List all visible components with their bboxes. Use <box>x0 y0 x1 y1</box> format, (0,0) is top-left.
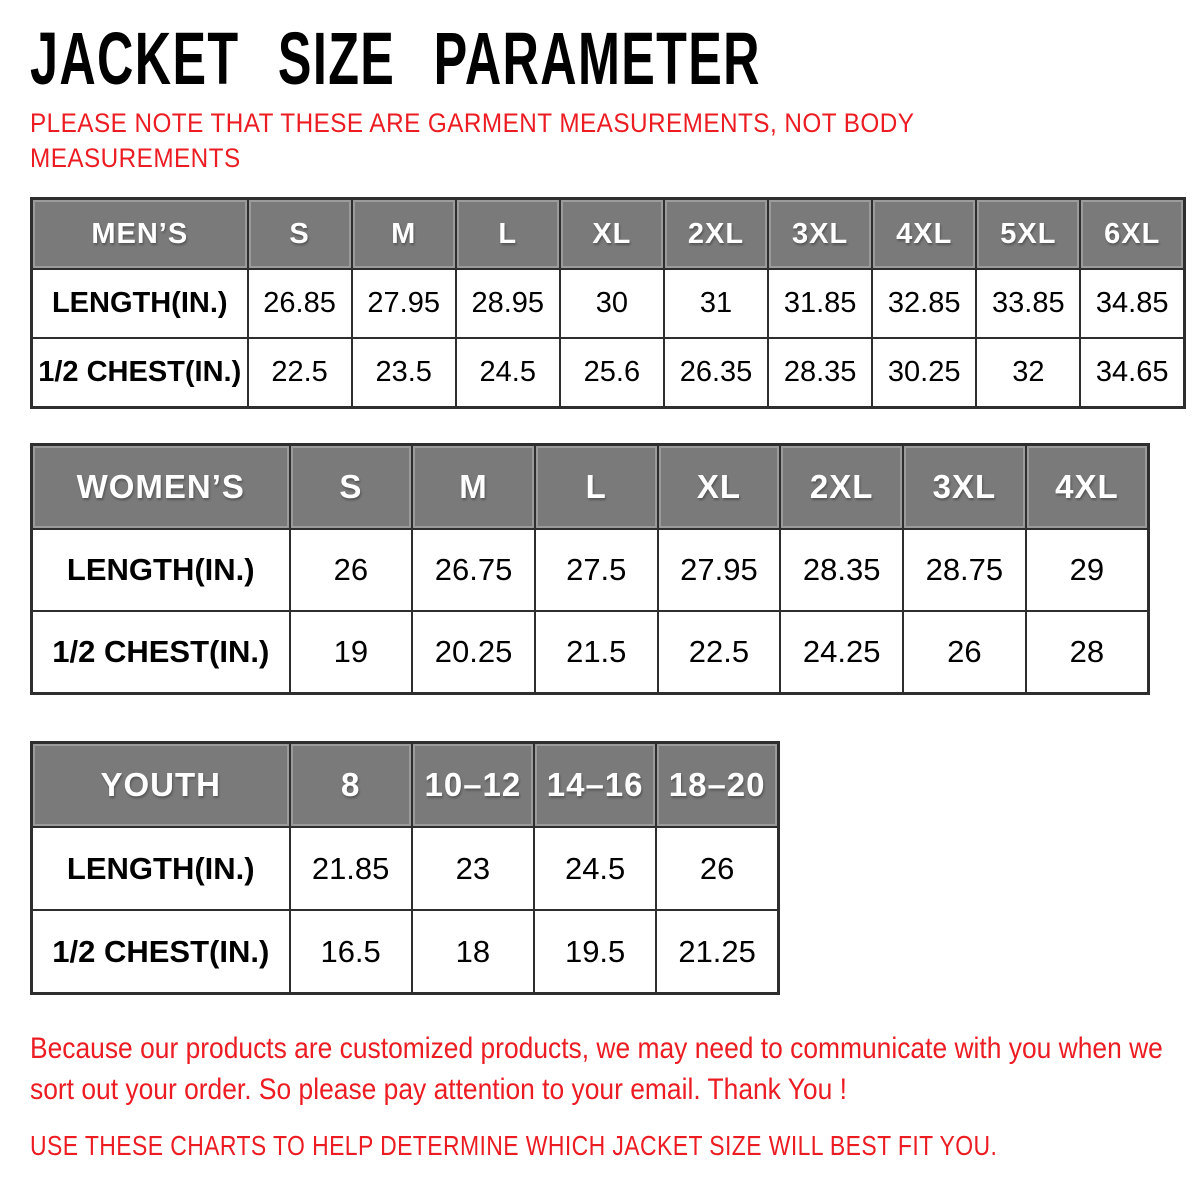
value-cell: 20.25 <box>412 611 535 694</box>
value-cell: 18 <box>412 910 534 994</box>
youth-chest-row <box>32 910 779 994</box>
value-cell: 32 <box>976 338 1080 408</box>
row-label-cell: LENGTH(IN.) <box>32 827 290 910</box>
value-cell: 21.85 <box>290 827 412 910</box>
size-header-cell: 4XL <box>1026 445 1149 530</box>
womens-header-row <box>32 445 1149 530</box>
value-cell: 23.5 <box>352 338 456 408</box>
page-title: JACKET SIZE PARAMETER <box>30 17 761 100</box>
size-header-cell: S <box>248 199 352 270</box>
value-cell: 31.85 <box>768 269 872 338</box>
value-cell: 26.85 <box>248 269 352 338</box>
size-header-cell: L <box>535 445 658 530</box>
value-cell: 27.95 <box>352 269 456 338</box>
value-cell: 28.35 <box>780 529 903 611</box>
row-label-cell: 1/2 CHEST(IN.) <box>32 910 290 994</box>
value-cell: 26.75 <box>412 529 535 611</box>
size-header-cell: XL <box>658 445 781 530</box>
size-header-cell: 2XL <box>664 199 768 270</box>
youth-length-row <box>32 827 779 910</box>
value-cell: 28.95 <box>456 269 560 338</box>
youth-size-table <box>30 741 780 995</box>
value-cell: 19.5 <box>534 910 656 994</box>
value-cell: 27.95 <box>658 529 781 611</box>
womens-chest-row <box>32 611 1149 694</box>
row-label-cell: 1/2 CHEST(IN.) <box>32 611 290 694</box>
value-cell: 19 <box>290 611 413 694</box>
row-label-cell: LENGTH(IN.) <box>32 269 248 338</box>
value-cell: 23 <box>412 827 534 910</box>
mens-size-table <box>30 197 1186 409</box>
value-cell: 31 <box>664 269 768 338</box>
size-header-cell: 2XL <box>780 445 903 530</box>
value-cell: 24.25 <box>780 611 903 694</box>
value-cell: 21.25 <box>656 910 778 994</box>
size-header-cell: M <box>352 199 456 270</box>
value-cell: 26 <box>656 827 778 910</box>
value-cell: 30.25 <box>872 338 976 408</box>
value-cell: 26 <box>290 529 413 611</box>
chart-usage-instruction: USE THESE CHARTS TO HELP DETERMINE WHICH JACKET SIZE WILL BEST FIT YOU. <box>30 1130 998 1161</box>
value-cell: 21.5 <box>535 611 658 694</box>
value-cell: 30 <box>560 269 664 338</box>
value-cell: 33.85 <box>976 269 1080 338</box>
value-cell: 28.75 <box>903 529 1026 611</box>
womens-size-table <box>30 443 1150 695</box>
womens-length-row <box>32 529 1149 611</box>
size-header-cell: S <box>290 445 413 530</box>
size-header-cell: L <box>456 199 560 270</box>
size-header-cell: M <box>412 445 535 530</box>
value-cell: 26 <box>903 611 1026 694</box>
size-header-cell: 5XL <box>976 199 1080 270</box>
value-cell: 26.35 <box>664 338 768 408</box>
value-cell: 32.85 <box>872 269 976 338</box>
value-cell: 22.5 <box>658 611 781 694</box>
size-header-cell: 3XL <box>768 199 872 270</box>
mens-length-row <box>32 269 1185 338</box>
custom-order-note: Because our products are customized products, we may need to communicate with you when we sort out your order. So please pay attention to your email. Thank You ! <box>30 1032 1163 1106</box>
garment-measurement-note: PLEASE NOTE THAT THESE ARE GARMENT MEASUREMENTS, NOT BODY MEASUREMENTS <box>30 108 914 173</box>
value-cell: 27.5 <box>535 529 658 611</box>
size-header-cell: XL <box>560 199 664 270</box>
value-cell: 24.5 <box>456 338 560 408</box>
size-header-cell: 10–12 <box>412 743 534 828</box>
value-cell: 34.65 <box>1080 338 1184 408</box>
row-label-cell: LENGTH(IN.) <box>32 529 290 611</box>
size-header-cell: 18–20 <box>656 743 778 828</box>
youth-header-row <box>32 743 779 828</box>
value-cell: 16.5 <box>290 910 412 994</box>
mens-table-title-cell: MEN’S <box>32 199 248 270</box>
value-cell: 22.5 <box>248 338 352 408</box>
value-cell: 34.85 <box>1080 269 1184 338</box>
size-header-cell: 4XL <box>872 199 976 270</box>
value-cell: 25.6 <box>560 338 664 408</box>
size-header-cell: 6XL <box>1080 199 1184 270</box>
row-label-cell: 1/2 CHEST(IN.) <box>32 338 248 408</box>
womens-table-title-cell: WOMEN’S <box>32 445 290 530</box>
value-cell: 29 <box>1026 529 1149 611</box>
size-header-cell: 14–16 <box>534 743 656 828</box>
value-cell: 28 <box>1026 611 1149 694</box>
size-header-cell: 8 <box>290 743 412 828</box>
mens-header-row <box>32 199 1185 270</box>
youth-table-title-cell: YOUTH <box>32 743 290 828</box>
size-header-cell: 3XL <box>903 445 1026 530</box>
value-cell: 28.35 <box>768 338 872 408</box>
mens-chest-row <box>32 338 1185 408</box>
value-cell: 24.5 <box>534 827 656 910</box>
